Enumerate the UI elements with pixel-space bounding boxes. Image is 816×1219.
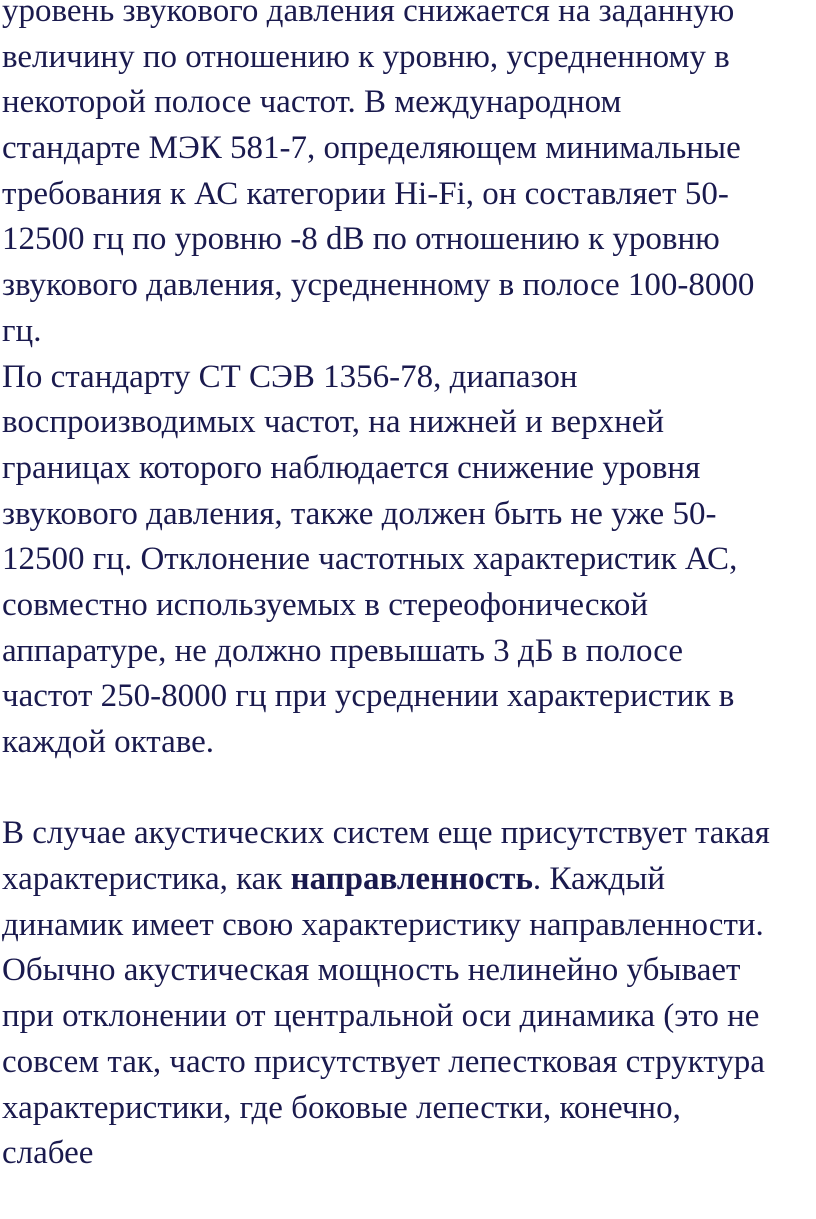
paragraph-spacer [2, 766, 816, 812]
text-line: звукового давления, также должен быть не уже 50- [2, 495, 717, 532]
text-line: некоторой полосе частот. В международном [2, 84, 622, 121]
text-line: каждой октаве. [2, 724, 215, 760]
text-line: границах которого наблюдается снижение уровня [2, 449, 701, 486]
text-fragment: . Каждый [532, 861, 666, 898]
text-line: звукового давления, усредненному в полосе 100-8000 [2, 267, 755, 304]
text-line: 12500 гц по уровню -8 dB по отношению к уровню [2, 221, 720, 258]
paragraph-frequency-range-sev [2, 355, 816, 766]
text-line: По стандарту СТ СЭВ 1356-78, диапазон [2, 358, 578, 395]
text-line: воспроизводимых частот, на нижней и верхней [2, 404, 665, 441]
text-line: уровень звукового давления снижается на заданную [2, 0, 735, 29]
text-line: Обычно акустическая мощность нелинейно убывает [2, 952, 741, 989]
text-line: аппаратуре, не должно превышать 3 дБ в полосе [2, 632, 683, 669]
text-line: В случае акустических систем еще присутствует такая [2, 815, 770, 852]
text-line: совместно используемых в стереофонической [2, 586, 649, 623]
directivity-term: направленность [290, 861, 533, 898]
text-line: 12500 гц. Отклонение частотных характеристик АС, [2, 541, 738, 578]
text-line: величину по отношению к уровню, усредненному в [2, 38, 730, 75]
text-line: гц. [2, 312, 42, 349]
text-line [2, 857, 816, 903]
text-fragment: характеристика, как [2, 861, 291, 898]
text-line: совсем так, часто присутствует лепестковая структура [2, 1043, 765, 1080]
text-line: динамик имеет свою характеристику направленности. [2, 906, 764, 943]
text-line: частот 250-8000 гц при усреднении характеристик в [2, 678, 735, 715]
paragraph-directivity [2, 811, 816, 1177]
text-line: требования к АС категории Hi-Fi, он составляет 50- [2, 175, 729, 212]
paragraph-frequency-range-iec [2, 0, 816, 355]
text-line: стандарте МЭК 581-7, определяющем минимальные [2, 130, 741, 167]
text-line: характеристики, где боковые лепестки, конечно, [2, 1089, 681, 1126]
text-line: при отклонении от центральной оси динамика (это не [2, 998, 760, 1035]
text-line: слабее [2, 1135, 94, 1172]
